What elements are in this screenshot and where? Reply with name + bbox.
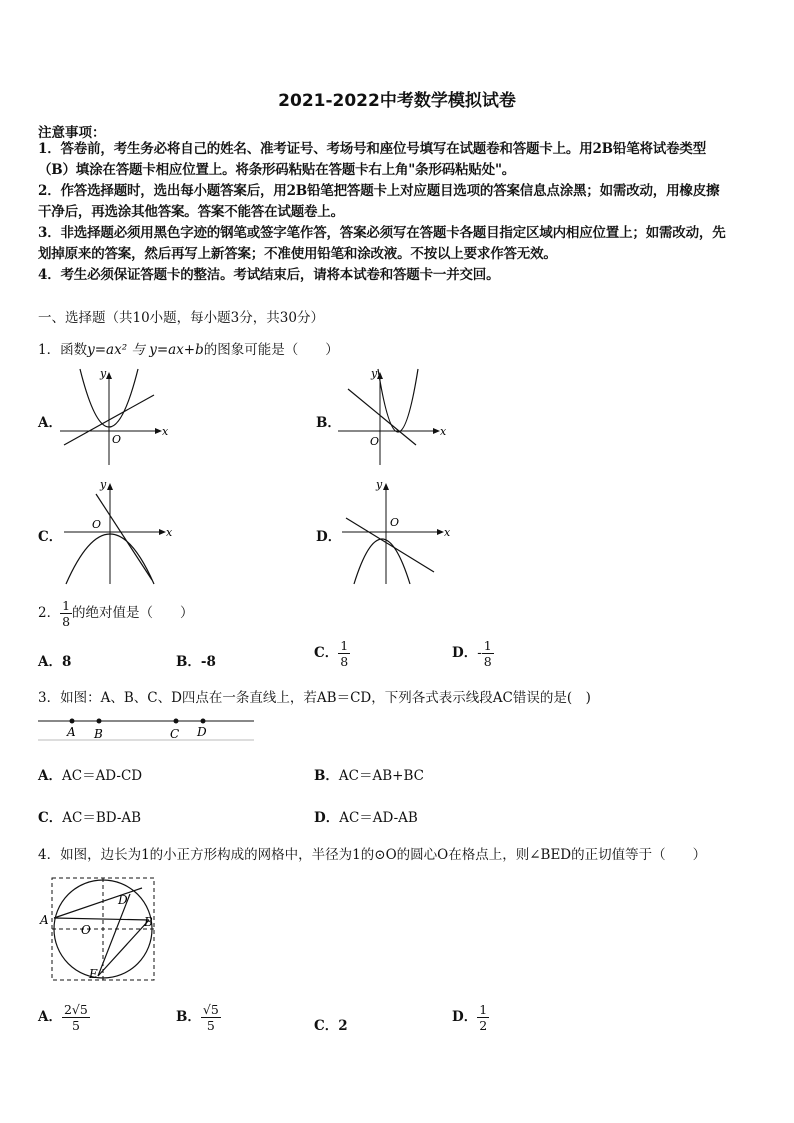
fraction: $\frac{1}{8}$ [340,638,349,669]
fraction: $\frac{2√5}{5}$ [63,1002,88,1033]
y-axis-label: y [100,478,107,491]
q1-graph-b[interactable] [334,365,452,467]
fraction: $\frac{1}{2}$ [479,1002,488,1033]
origin-label: O [370,435,380,448]
note-line: 划掉原来的答案，然后再写上新答案；不准使用铅笔和涂改液。不按以上要求作答无效。 [38,246,557,262]
q1-prefix: 1．函数 [38,342,88,358]
point-c-label: C [170,727,180,741]
fraction: $\frac{1}{8}$ [62,598,71,629]
x-axis-label: x [440,425,447,438]
q3-option-c[interactable]: C．AC＝BD-AB [38,810,142,826]
q4-option-d[interactable]: D． $\frac{1}{2}$ [452,1002,488,1033]
q3-option-b[interactable]: B．AC＝AB+BC [314,768,424,784]
q3-option-a[interactable]: A．AC＝AD-CD [38,768,143,784]
x-axis-label: x [444,526,451,539]
q1-option-d-label[interactable]: D． [316,529,342,545]
page-title: 2021-2022中考数学模拟试卷 [278,91,516,111]
q1-option-c-label[interactable]: C． [38,529,63,545]
q2-option-a[interactable]: A．8 [38,654,72,670]
note-line: 1．答卷前，考生务必将自己的姓名、准考证号、考场号和座位号填写在试题卷和答题卡上。用2B铅笔将试卷类型 [38,141,706,157]
q1-graph-a[interactable] [56,365,174,467]
notes-heading: 注意事项： [38,125,106,141]
x-axis-label: x [166,526,173,539]
q1-suffix: 的图象可能是（ ） [203,342,339,358]
q2-prefix: 2． [38,605,61,621]
note-line: 2．作答选择题时，选出每小题答案后，用2B铅笔把答题卡上对应题目选项的答案信息点涂黑；如需改动，用橡皮擦 [38,183,720,199]
question-4-stem: 4．如图，边长为1的小正方形构成的网格中，半径为1的⊙O的圆心O在格点上，则∠BED的正切值等于（ ） [38,847,707,863]
q1-graph-c[interactable] [56,476,174,586]
q4-option-c[interactable]: C．2 [314,1018,348,1034]
q2-option-d[interactable]: D．- $\frac{1}{8}$ [452,638,492,669]
point-a-label: A [40,913,49,927]
point-d-label: D [197,725,207,739]
note-line: 3．非选择题必须用黑色字迹的钢笔或签字笔作答，答案必须写在答题卡各题目指定区域内相应位置上；如需改动，先 [38,225,726,241]
q2-suffix: 的绝对值是（ ） [72,605,194,621]
note-line: 4．考生必须保证答题卡的整洁。考试结束后，请将本试卷和答题卡一并交回。 [38,267,500,283]
question-1-stem [38,338,339,358]
q4-circle-figure [36,872,160,984]
x-axis-label: x [162,425,169,438]
fraction: $\frac{√5}{5}$ [202,1002,219,1033]
question-2-stem [38,598,194,629]
q1-option-a-label[interactable]: A． [38,415,62,431]
q2-option-c[interactable]: C． $\frac{1}{8}$ [314,638,349,669]
point-a-label: A [67,725,76,739]
section-heading: 一、选择题（共10小题，每小题3分，共30分） [38,310,324,326]
origin-label: O [112,433,122,446]
q1-graph-d[interactable] [334,476,452,586]
q1-option-b-label[interactable]: B． [316,415,341,431]
q4-option-b[interactable]: B． $\frac{√5}{5}$ [176,1002,219,1033]
q1-functions: y=ax² 与 y=ax+b [87,342,204,358]
origin-label: O [92,518,102,531]
origin-label: O [390,516,400,529]
q3-option-d[interactable]: D．AC＝AD-AB [314,810,418,826]
y-axis-label: y [371,367,378,380]
q4-option-a[interactable]: A． $\frac{2√5}{5}$ [38,1002,88,1033]
point-d-label: D [118,893,128,907]
fraction: $\frac{1}{8}$ [483,638,492,669]
point-b-label: B [94,727,103,741]
note-line: 干净后，再选涂其他答案。答案不能答在试题卷上。 [38,204,344,220]
note-line: （B）填涂在答题卡相应位置上。将条形码粘贴在答题卡右上角"条形码粘贴处"。 [38,162,516,178]
point-b-label: B [144,915,153,929]
question-3-stem: 3．如图：A、B、C、D四点在一条直线上，若AB＝CD，下列各式表示线段AC错误的是( ) [38,690,591,706]
point-e-label: E [89,967,98,981]
q2-option-b[interactable]: B．-8 [176,654,216,670]
point-o-label: O [81,923,91,937]
q3-line-figure [36,712,258,744]
y-axis-label: y [376,478,383,491]
y-axis-label: y [100,367,107,380]
